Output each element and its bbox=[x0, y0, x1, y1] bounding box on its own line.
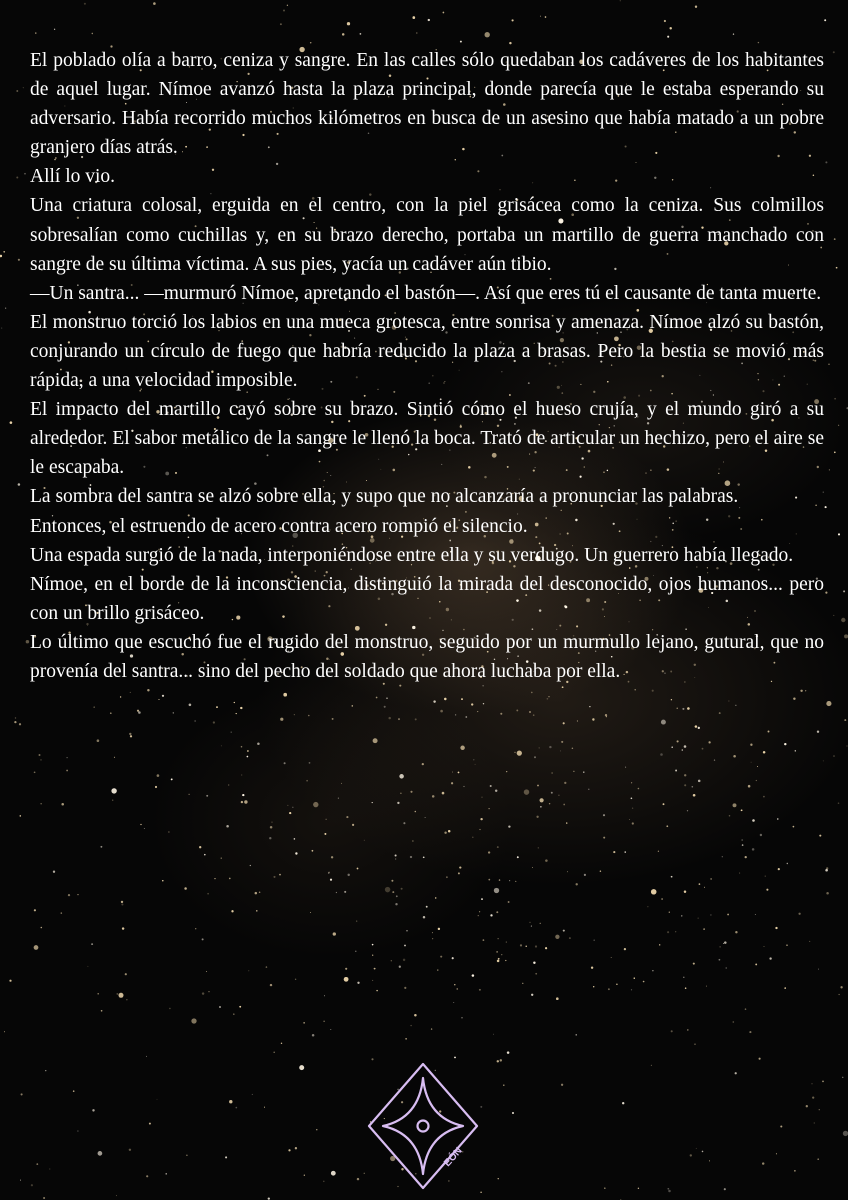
paragraph-9: Una espada surgió de la nada, interponiéndose entre ella y su verdugo. Un guerrero había llegado. bbox=[30, 544, 794, 566]
paragraph-6: El impacto del martillo cayó sobre su brazo. Sintió cómo el hueso crujía, y el mundo giró a su alrededor. El sabor metálico de la sangre le llenó la boca. Trató de articular un hechizo, pero el aire se le escapaba. bbox=[30, 399, 824, 479]
paragraph-2: Allí lo vio. bbox=[30, 166, 116, 188]
paragraph-5: El monstruo torció los labios en una mueca grotesca, entre sonrisa y amenaza. Nímoe alzó su bastón, conjurando un círculo de fuego que habría reducido la plaza a brasas. Pero la bestia se movió más rápida, a una velocidad imposible. bbox=[30, 311, 824, 392]
paragraph-1: El poblado olía a barro, ceniza y sangre. En las calles sólo quedaban los cadáveres de los habitantes de aquel lugar. Nímoe avanzó hasta la plaza principal, donde parecía que le estaba esperando su adversario. Había recorrido muchos kilómetros en busca de un asesino que había matado a un pobre granjero días atrás. bbox=[30, 50, 824, 159]
logo-center-circle bbox=[418, 1121, 429, 1132]
paragraph-8: Entonces, el estruendo de acero contra acero rompió el silencio. bbox=[30, 515, 528, 537]
paragraph-4: —Un santra... —murmuró Nímoe, apretando el bastón—. Así que eres tú el causante de tanta muerte. bbox=[30, 282, 822, 304]
paragraph-3: Una criatura colosal, erguida en el centro, con la piel grisácea como la ceniza. Sus colmillos sobresalían como cuchillas y, en su brazo derecho, portaba un martillo de guerra manchado con sangre de su última víctima. A sus pies, yacía un cadáver aún tibio. bbox=[30, 195, 824, 275]
paragraph-11: Lo último que escuchó fue el rugido del monstruo, seguido por un murmullo lejano, gutural, que no provenía del santra... sino del pecho del soldado que ahora luchaba por ella. bbox=[30, 631, 824, 682]
logo-text: EÓN bbox=[442, 1145, 465, 1170]
eon-logo bbox=[365, 1058, 485, 1198]
story-text bbox=[30, 46, 824, 686]
paragraph-7: La sombra del santra se alzó sobre ella, y supo que no alcanzaría a pronunciar las palabras. bbox=[30, 486, 739, 508]
paragraph-10: Nímoe, en el borde de la inconsciencia, distinguió la mirada del desconocido, ojos humanos... pero con un brillo grisáceo. bbox=[30, 573, 824, 624]
